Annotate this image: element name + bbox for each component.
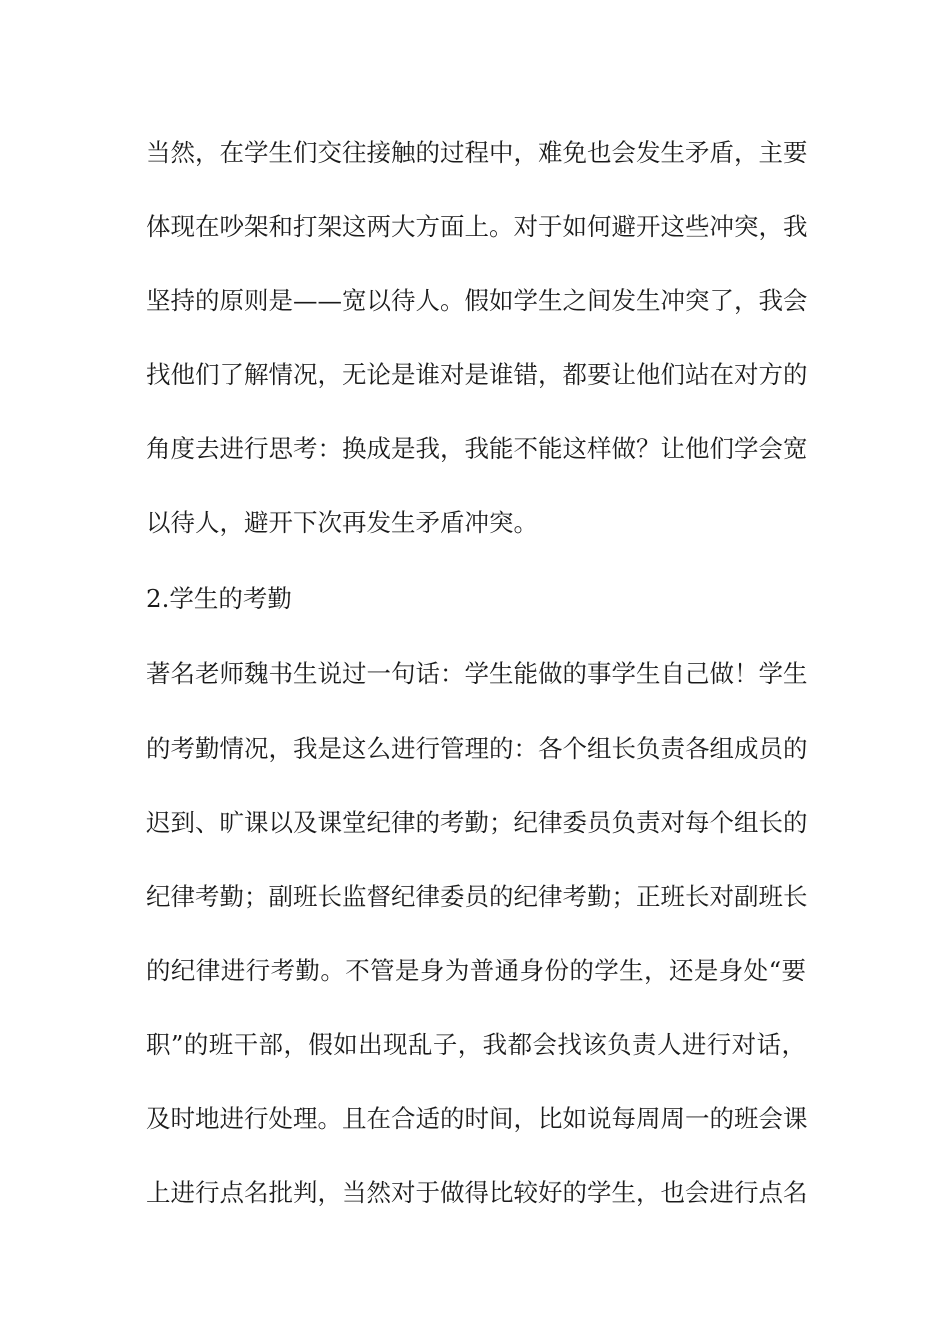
paragraph-1-line-4: 找他们了解情况，无论是谁对是谁错，都要让他们站在对方的 [146, 360, 808, 389]
paragraph-1-line-6: 以待人，避开下次再发生矛盾冲突。 [146, 508, 538, 537]
paragraph-2-line-4: 纪律考勤；副班长监督纪律委员的纪律考勤；正班长对副班长 [146, 882, 808, 911]
paragraph-2-line-8: 上进行点名批判，当然对于做得比较好的学生，也会进行点名 [146, 1178, 808, 1207]
paragraph-1-line-3: 坚持的原则是——宽以待人。假如学生之间发生冲突了，我会 [146, 286, 808, 315]
paragraph-1-line-5: 角度去进行思考：换成是我，我能不能这样做？让他们学会宽 [146, 434, 808, 463]
paragraph-2-line-2: 的考勤情况，我是这么进行管理的：各个组长负责各组成员的 [146, 734, 808, 763]
paragraph-2-line-1: 著名老师魏书生说过一句话：学生能做的事学生自己做！学生 [146, 659, 808, 688]
paragraph-2-line-6: 职”的班干部，假如出现乱子，我都会找该负责人进行对话， [146, 1030, 806, 1059]
paragraph-1-line-1: 当然，在学生们交往接触的过程中，难免也会发生矛盾，主要 [146, 138, 808, 167]
paragraph-2-line-7: 及时地进行处理。且在合适的时间，比如说每周周一的班会课 [146, 1104, 808, 1133]
paragraph-2-line-5: 的纪律进行考勤。不管是身为普通身份的学生，还是身处“要 [146, 956, 806, 985]
paragraph-1-line-2: 体现在吵架和打架这两大方面上。对于如何避开这些冲突，我 [146, 212, 808, 241]
paragraph-2-line-3: 迟到、旷课以及课堂纪律的考勤；纪律委员负责对每个组长的 [146, 808, 808, 837]
section-heading: 2.学生的考勤 [146, 584, 292, 613]
